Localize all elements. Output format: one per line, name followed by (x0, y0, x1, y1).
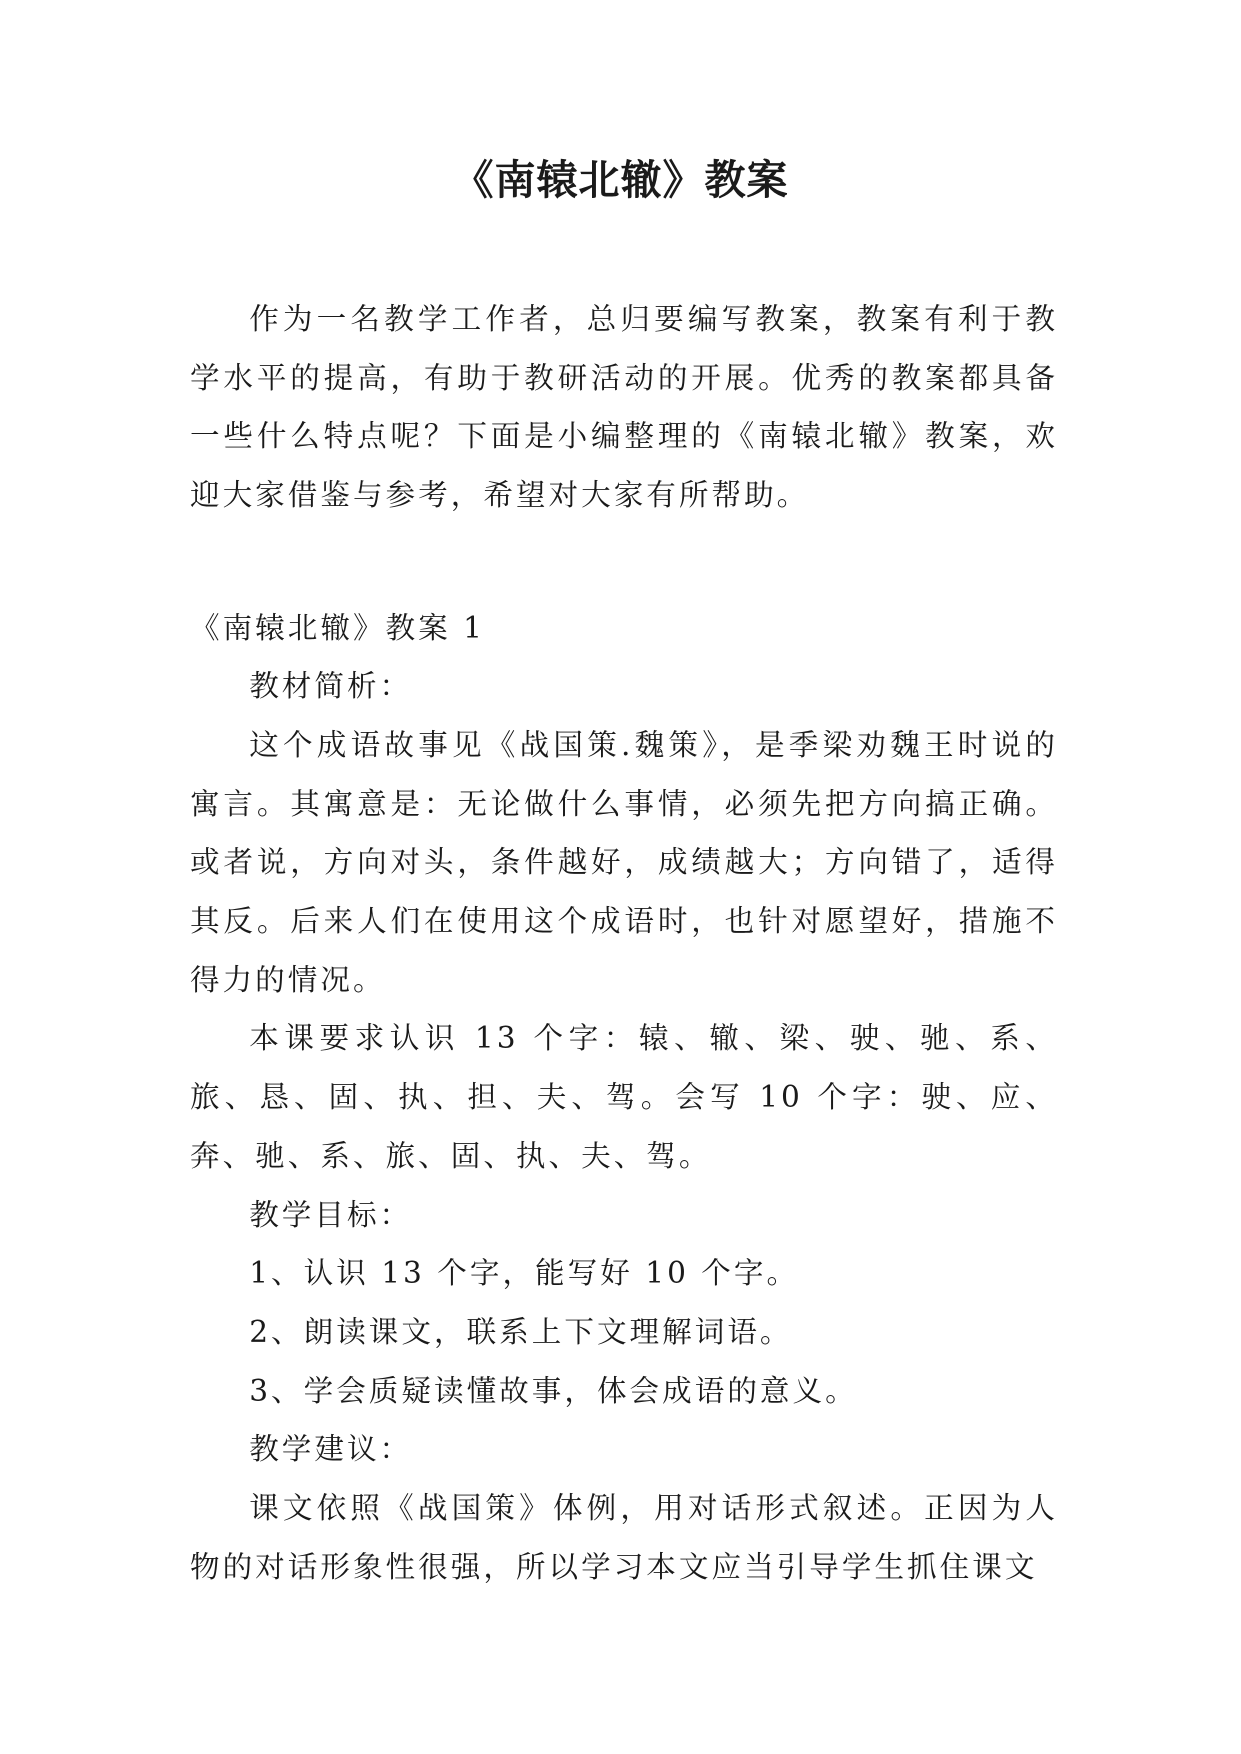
goal-item: 2、朗读课文，联系上下文理解词语。 (249, 1314, 793, 1349)
document-body (190, 290, 1058, 1596)
document-title: 《南辕北辙》教案 (452, 156, 789, 204)
characters-paragraph: 本课要求认识 13 个字：辕、辙、梁、驶、驰、系、旅、恳、固、执、担、夫、驾。会写 10 个字：驶、应、奔、驰、系、旅、固、执、夫、驾。 (190, 1021, 1058, 1173)
goal-item: 3、学会质疑读懂故事，体会成语的意义。 (249, 1373, 858, 1408)
goal-item: 1、认识 13 个字，能写好 10 个字。 (249, 1256, 800, 1291)
intro-paragraph: 作为一名教学工作者，总归要编写教案，教案有利于教学水平的提高，有助于教研活动的开展。优秀的教案都具备一些什么特点呢？下面是小编整理的《南辕北辙》教案，欢迎大家借鉴与参考，希望对大家有所帮助。 (190, 302, 1058, 513)
section-heading: 《南辕北辙》教案 1 (190, 610, 485, 645)
analysis-label: 教材简析： (249, 669, 413, 704)
suggestions-paragraph: 课文依照《战国策》体例，用对话形式叙述。正因为人物的对话形象性很强，所以学习本文应当引导学生抓住课文 (190, 1491, 1058, 1584)
analysis-paragraph: 这个成语故事见《战国策.魏策》，是季梁劝魏王时说的寓言。其寓意是：无论做什么事情，必须先把方向搞正确。或者说，方向对头，条件越好，成绩越大；方向错了，适得其反。后来人们在使用这个成语时，也针对愿望好，措施不得力的情况。 (190, 727, 1058, 997)
suggestions-label: 教学建议： (249, 1432, 413, 1467)
goals-label: 教学目标： (249, 1197, 413, 1232)
